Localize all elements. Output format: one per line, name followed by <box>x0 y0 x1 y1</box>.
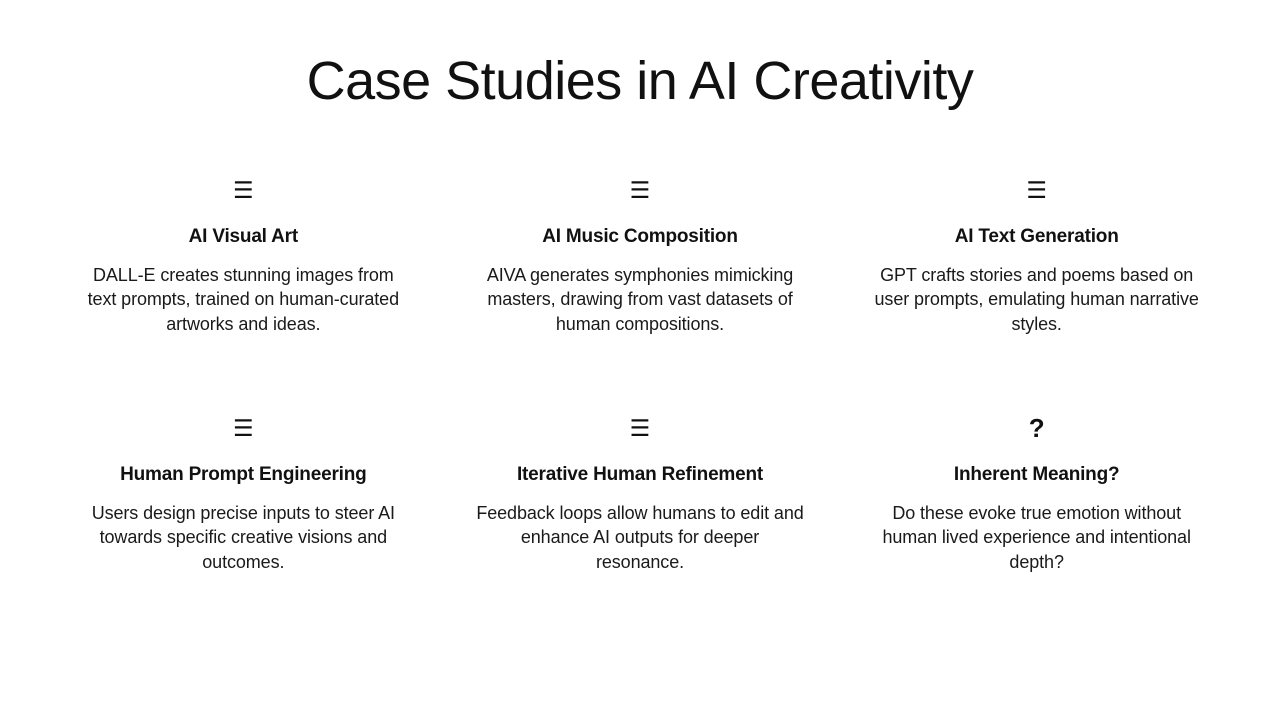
card-ai-text-generation <box>853 175 1220 413</box>
list-lines-icon: ☰ <box>629 414 651 441</box>
case-study-grid <box>60 175 1220 651</box>
card-iterative-human-refinement <box>457 413 824 651</box>
list-lines-icon: ☰ <box>629 176 651 203</box>
list-lines-icon: ☰ <box>233 414 254 441</box>
list-lines-icon: ☰ <box>233 176 254 203</box>
card-body: DALL-E creates stunning images from text prompts, trained on human-curated artworks and ideas. <box>87 264 400 334</box>
card-body: Feedback loops allow humans to edit and enhance AI outputs for deeper resonance. <box>476 502 804 572</box>
card-title: Iterative Human Refinement <box>516 464 764 485</box>
card-body: Users design precise inputs to steer AI towards specific creative visions and outcomes. <box>91 502 395 572</box>
page-title: Case Studies in AI Creativity <box>306 51 974 111</box>
card-body: GPT crafts stories and poems based on user prompts, emulating human narrative styles. <box>874 264 1199 334</box>
card-title: AI Visual Art <box>188 226 298 247</box>
card-body: Do these evoke true emotion without human lived experience and intentional depth? <box>882 502 1191 572</box>
list-lines-icon: ☰ <box>1026 176 1047 203</box>
card-title: Inherent Meaning? <box>953 464 1120 485</box>
card-title: Human Prompt Engineering <box>120 464 367 485</box>
card-ai-visual-art <box>60 175 427 413</box>
card-body: AIVA generates symphonies mimicking masters, drawing from vast datasets of human compositions. <box>486 264 794 334</box>
card-human-prompt-engineering <box>60 413 427 651</box>
question-mark-icon: ? <box>1028 413 1045 443</box>
card-title: AI Music Composition <box>542 226 738 247</box>
card-inherent-meaning <box>853 413 1220 651</box>
card-ai-music-composition <box>457 175 824 413</box>
card-title: AI Text Generation <box>954 226 1119 247</box>
